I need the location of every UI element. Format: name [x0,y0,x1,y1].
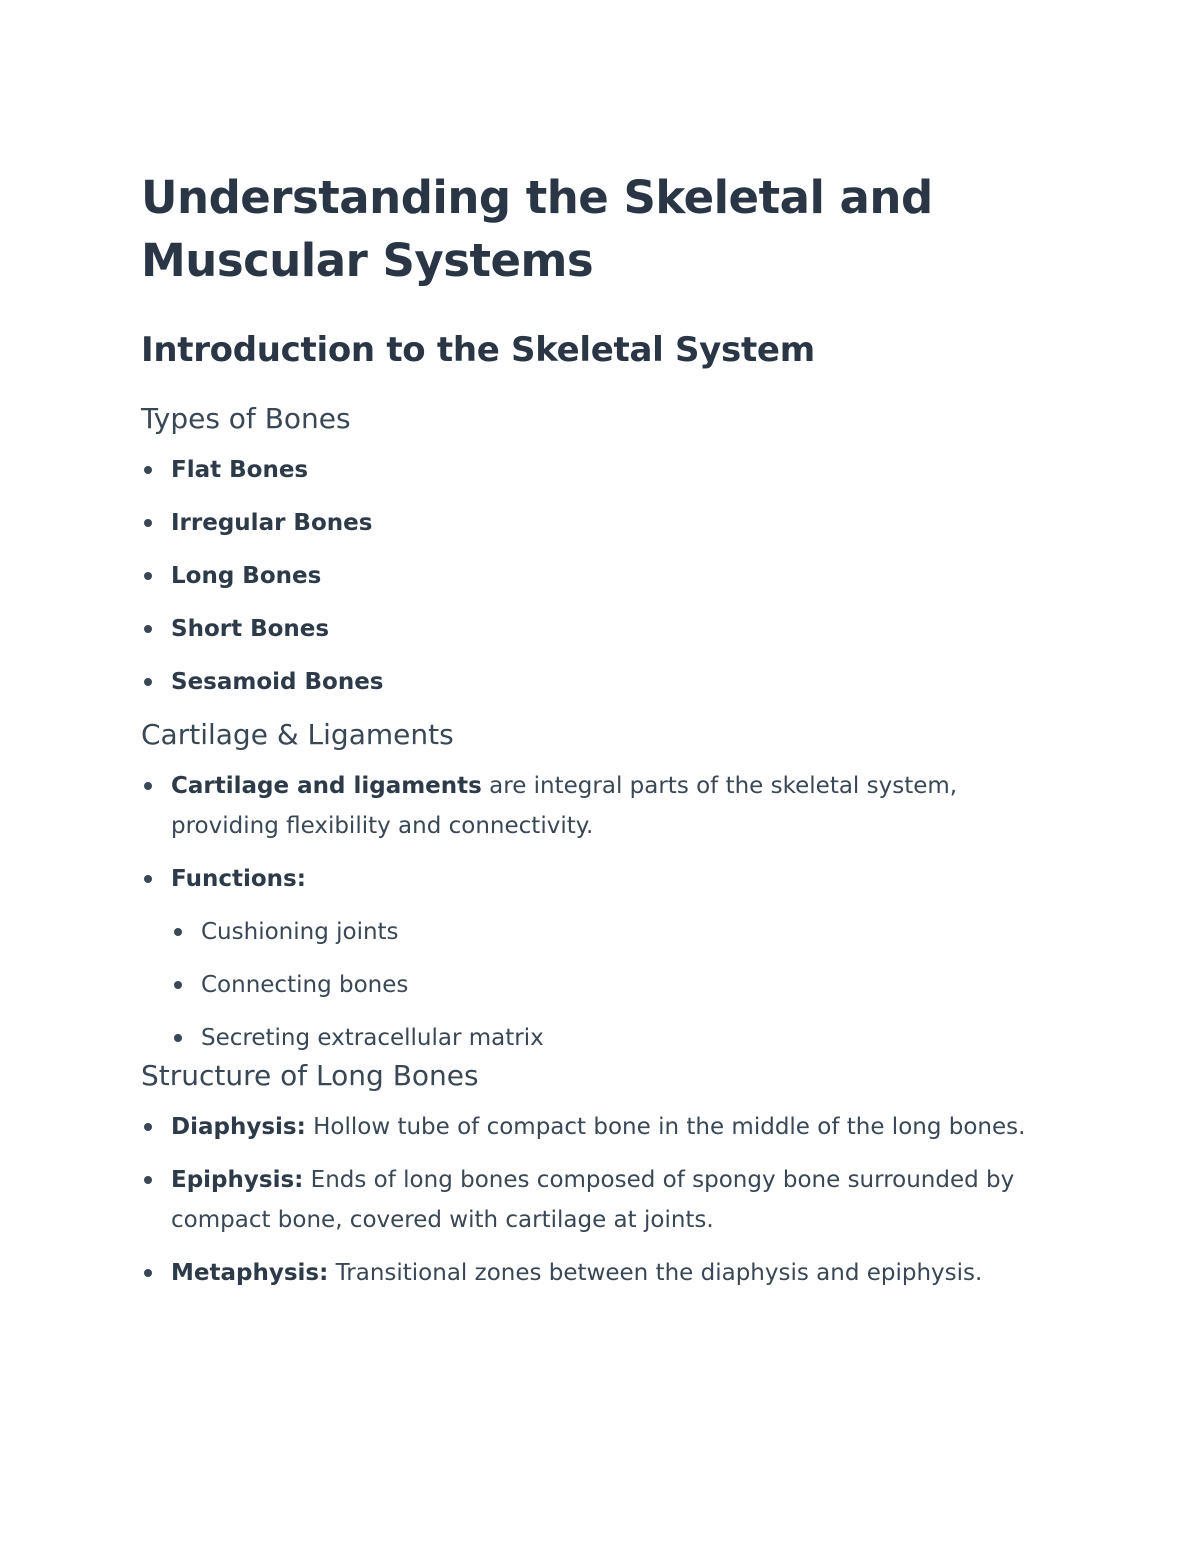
list-item [141,1160,1041,1240]
diaphysis-description: Hollow tube of compact bone in the middle of the long bones. [305,1114,1026,1140]
section-title: Introduction to the Skeletal System [141,330,815,370]
list-item [141,450,1041,490]
long-bones-list [141,1107,1041,1293]
types-of-bones-heading: Types of Bones [141,402,351,435]
metaphysis-description: Transitional zones between the diaphysis and epiphysis. [328,1260,983,1286]
long-bones-heading: Structure of Long Bones [141,1059,479,1092]
cartilage-term: Cartilage and ligaments [171,773,482,799]
cartilage-heading: Cartilage & Ligaments [141,718,454,751]
epiphysis-term: Epiphysis: [171,1167,304,1193]
list-item [141,503,1041,543]
list-item [171,965,1041,1005]
list-item [171,1018,1041,1058]
list-item [141,609,1041,649]
bone-type: Irregular Bones [171,510,373,536]
function-item: Connecting bones [201,972,409,998]
types-of-bones-list [141,450,1041,702]
list-item [141,1107,1041,1147]
epiphysis-description: Ends of long bones composed of spongy bone surrounded by compact bone, covered with cartilage at joints. [171,1167,1015,1233]
list-item [141,556,1041,596]
bone-type: Long Bones [171,563,322,589]
diaphysis-term: Diaphysis: [171,1114,306,1140]
list-item [141,1253,1041,1293]
bone-type: Short Bones [171,616,330,642]
functions-list [171,912,1041,1058]
document-title: Understanding the Skeletal and Muscular Systems [141,171,933,287]
cartilage-list [141,766,1041,1058]
metaphysis-term: Metaphysis: [171,1260,329,1286]
list-item [141,766,1041,846]
list-item [141,662,1041,702]
function-item: Cushioning joints [201,919,399,945]
bone-type: Sesamoid Bones [171,669,384,695]
document-page [141,166,1041,1306]
list-item [171,912,1041,952]
list-item [141,859,1041,1058]
cartilage-description: are integral parts of the skeletal system, providing flexibility and connectivity. [171,773,958,839]
functions-label: Functions: [171,866,306,892]
bone-type: Flat Bones [171,457,309,483]
function-item: Secreting extracellular matrix [201,1025,544,1051]
